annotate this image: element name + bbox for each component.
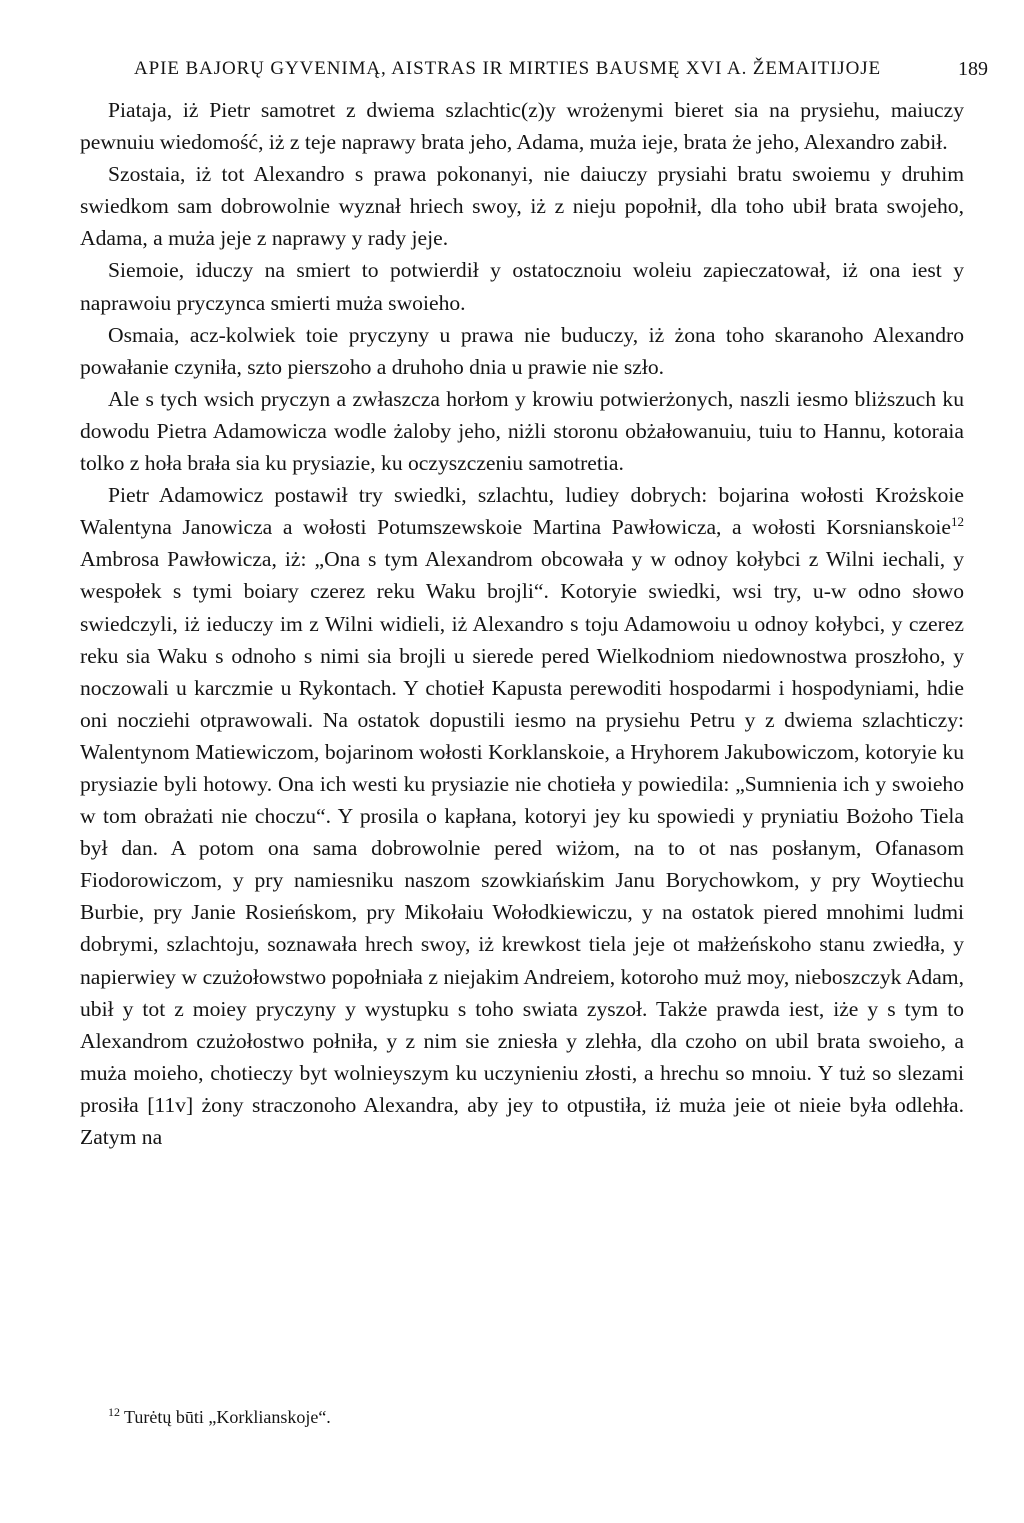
paragraph: Siemoie, iduczy na smiert to potwierdił y ostatocznoiu woleiu zapieczatował, iż ona iest y naprawoiu pryczynca smierti muża swoieho. — [80, 258, 964, 315]
main-text — [80, 94, 964, 1153]
paragraph: Piataja, iż Pietr samotret z dwiema szlachtic(z)y wrożenymi bieret sia na prysiehu, maiuczy pewnuiu wiedomość, iż z teje naprawy brata jeho, Adama, muża ieje, brata że jeho, Alexandro zabił. — [80, 98, 964, 155]
paragraph: Ale s tych wsich pryczyn a zwłaszcza horłom y krowiu potwierżonych, naszli iesmo bliższuch ku dowodu Pietra Adamowicza wodle żaloby jeho, niżli storonu obżałowanuiu, tuiu to Hannu, kotoraia tolko z hoła brała sia ku prysiazie, ku oczyszczeniu samotretia. — [80, 386, 964, 476]
paragraph: Szostaia, iż tot Alexandro s prawa pokonanyi, nie daiuczy prysiahi bratu swoiemu y druhim swiedkom sam dobrowolnie wyznał hriech swoy, iż z nieju popołnił, dla toho ubił brata swojeho, Adama, a muża jeje z naprawy y rady jeje. — [80, 162, 964, 251]
footnote-reference[interactable]: 12 — [951, 514, 964, 530]
document-page — [80, 0, 988, 1523]
running-header — [80, 52, 988, 86]
paragraph-text: Ambrosa Pawłowicza, iż: „Ona s tym Alexandrom obcowała y w odnoy kołybci z Wilni iechali, y wespołek s tymi boiary czerez reku Waku brojli“. Kotoryie swiedki, wsi try, u-w odno słowo swiedczyli, iż ieduczy im z Wilni widieli, iż Alexandro s toju Adamowoiu u odnoy kołybci, y czerez reku sia Waku s odnoho s nimi sia brojli u sierede pered Wielkodniom niedownostwa proszłoho, y noczowali u karczmie u Rykontach. Y chotieł Kapusta perewoditi hospodarmi i hospodyniami, hdie oni nocziehi otprawowali. Na ostatok dopustili iesmo na prysiehu Petru y z dwiema szlachticzy: Walentynom Matiewiczom, bojarinom wołosti Korklanskoie, a Hryhorem Jakubowiczom, kotoryie ku prysiazie byli hotowy. Ona ich westi ku prysiazie nie chotieła y powiedila: „Sumnienia ich y swoieho w tom obrażati nie choczu“. Y prosila o kapłana, kotoryi jey ku spowiedi y pryniatiu Bożoho Tiela był dan. A potom ona sama dobrowolnie pered wiżom, na to ot nas posłanym, Ofanasom Fiodorowiczom, y pry namiesniku naszom szowkiańskim Janu Borychowkom, y pry Woytiechu Burbie, pry Janie Rosieńskom, pry Mikołaiu Wołodkiewiczu, y na ostatok piered mnohimi ludmi dobrymi, szlachtoju, soznawała hrech swoy, iż krewkost tiela jeje ot małżeńskoho stanu zwiedła, y napierwiey w czużołowstwo popołniała z niejakim Andreiem, kotoroho muż moy, nieboszczyk Adam, ubił y tot z moiey pryczyny y wystupku s toho swiata zyszoł. Także prawda iest, iże y s tym to Alexandrom czużołostwo połniła, y z nim sie zniesła y zlehła, dla czoho on ubil brata swoieho, a muża moieho, chotieczy byt wolnieyszym ku uczynieniu złosti, a hrechu so mnoiu. Y tuż so slezami prosiła [11v] żony straczonoho Alexandra, aby jey to otpustiła, iż muża jeie ot nieie była odlehła. Zatym na — [80, 547, 964, 1149]
footnote — [108, 1404, 968, 1430]
paragraph — [80, 479, 964, 1153]
footnote-text: Turėtų būti „Korklianskoje“. — [124, 1407, 331, 1427]
running-title: APIE BAJORŲ GYVENIMĄ, AISTRAS IR MIRTIES BAUSMĘ XVI A. ŽEMAITIJOJE — [134, 58, 882, 79]
page-number: 189 — [958, 58, 988, 80]
footnote-number: 12 — [108, 1405, 120, 1419]
paragraph: Osmaia, acz-kolwiek toie pryczyny u prawa nie buduczy, iż żona toho skaranoho Alexandro powałanie czyniła, szto pierszoho a druhoho dnia u prawie nie szło. — [80, 322, 964, 379]
paragraph-text: Pietr Adamowicz postawił try swiedki, szlachtu, ludiey dobrych: bojarina wołosti Krożskoie Walentyna Janowicza a wołosti Potumszewskoie Martina Pawłowicza, a wołosti Korsnianskoie — [80, 483, 964, 540]
